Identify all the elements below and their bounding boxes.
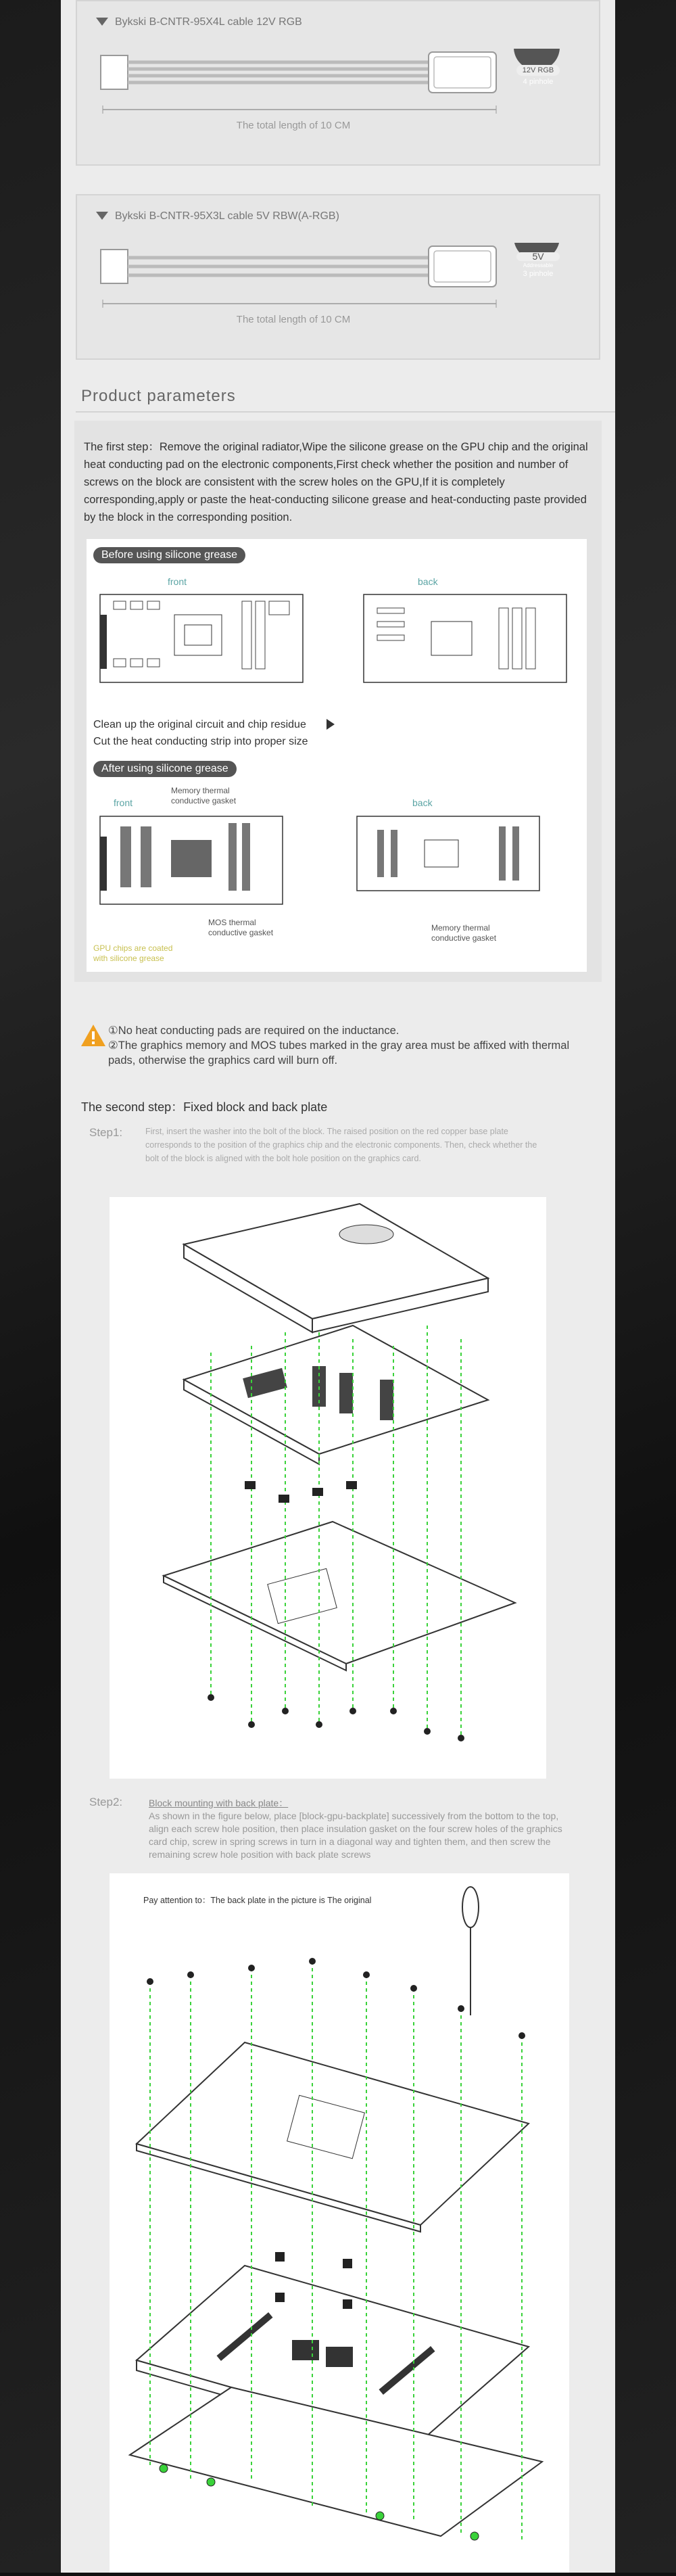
triangle-icon: [96, 212, 108, 220]
cable-card-5v: [76, 194, 600, 360]
block-assembly-illustration: [110, 1197, 546, 1779]
cable-card-12v: [76, 0, 600, 166]
step2-title: Block mounting with back plate：: [149, 1798, 289, 1808]
cable-title: Bykski B-CNTR-95X4L cable 12V RGB: [96, 16, 302, 28]
mos-pad-label: MOS thermal conductive gasket: [208, 918, 274, 937]
warning-text: ①No heat conducting pads are required on the inductance. ②The graphics memory and MOS tubes marked in the gray area must be affixed with thermal pads, otherwise the graphics card will burn off.: [108, 1025, 570, 1067]
cable-badge: 12V RGB 4 pinhole: [516, 65, 560, 87]
memory-pad-label: Memory thermal conductive gasket: [171, 786, 237, 805]
warning-icon: [80, 1023, 107, 1048]
section-divider: [76, 411, 615, 413]
step1-desc: First, insert the washer into the bolt of the block. The raised position on the red copper base plate corresponds to the position of the graphics chip and the electronic components. Then, check whether the bolt of the block is aligned with the bolt hole position on the graphics card.: [145, 1127, 537, 1163]
before-label: Before using silicone grease: [93, 547, 245, 563]
grease-panel: [87, 539, 587, 972]
memory-pad-label-back: Memory thermal conductive gasket: [431, 923, 497, 943]
pcb-before-illustration: [93, 588, 580, 689]
block-assembly-diagram: [110, 1197, 546, 1779]
front-label: front: [168, 576, 187, 587]
cable-illustration: [91, 49, 591, 116]
step2-desc: As shown in the figure below, place [block-gpu-backplate] successively from the bottom to the top, align each screw hole position, then place insulation gasket on the four screw holes of the graphics card chip, screw in spring screws in turn in a diagonal way and tighten them, and then screw the remaining screw hole position with back plate screws: [149, 1810, 562, 1860]
backplate-assembly-diagram: [110, 1873, 569, 2573]
after-label: After using silicone grease: [93, 761, 237, 777]
arrow-right-icon: [327, 719, 335, 730]
gpu-coated-label: GPU chips are coated with silicone grease: [93, 943, 173, 963]
second-step-title: The second step：Fixed block and back plate: [81, 1100, 328, 1114]
background-left: [0, 0, 61, 2573]
step1-text: The first step：Remove the original radiator,Wipe the silicone grease on the GPU chip and the original heat conducting pad on the electronic components,First check whether the position and number of screws on the block are consistent with the screw holes on the GPU,If it is completely corresponding,apply or paste the heat-conducting silicone grease and heat-conducting paste provided by the block in the corresponding position.: [84, 441, 588, 523]
step2-label: Step2:: [89, 1796, 123, 1808]
step1-section: [74, 421, 602, 982]
cable-illustration: [91, 243, 591, 310]
after-front-label: front: [114, 797, 133, 808]
background-right: [615, 0, 676, 2573]
section-title: Product parameters: [81, 387, 236, 405]
backplate-assembly-illustration: [110, 1873, 569, 2573]
back-label: back: [418, 576, 438, 587]
cable-length-note: The total length of 10 CM: [236, 314, 351, 325]
step2-note: Pay attention to：The back plate in the picture is The original: [143, 1896, 372, 1905]
pcb-after-illustration: [93, 810, 580, 918]
clean-text: Clean up the original circuit and chip residue Cut the heat conducting strip into proper size: [93, 719, 308, 747]
cable-badge: 5V Addressable 3 pinhole: [516, 252, 560, 279]
cable-length-note: The total length of 10 CM: [236, 120, 351, 131]
cable-title: Bykski B-CNTR-95X3L cable 5V RBW(A-RGB): [96, 210, 339, 223]
after-back-label: back: [412, 797, 433, 808]
step1-label: Step1:: [89, 1126, 123, 1139]
product-page: [61, 0, 615, 2573]
triangle-icon: [96, 18, 108, 26]
